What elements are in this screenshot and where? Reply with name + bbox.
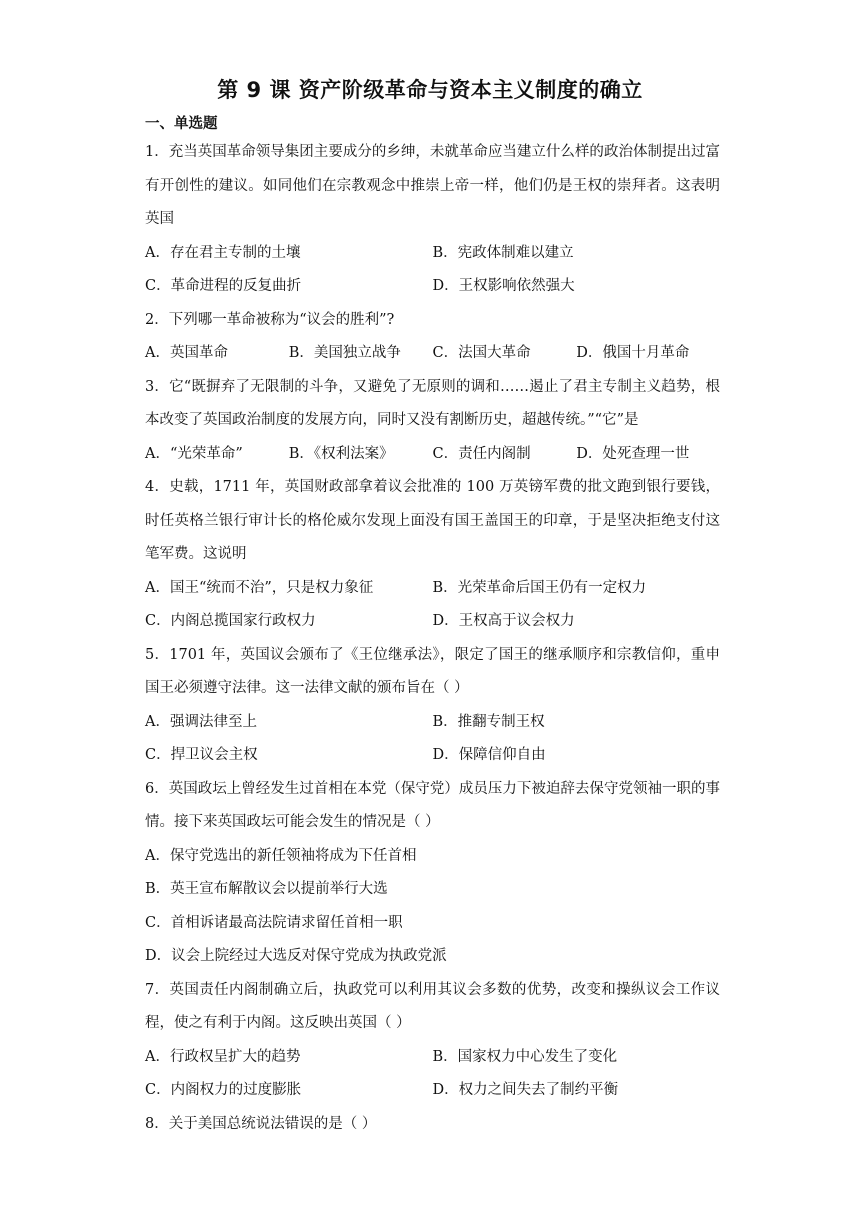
option-a: A．国王“统而不治”，只是权力象征 (145, 579, 374, 596)
question-8 (145, 1108, 720, 1142)
option-d: D．权力之间失去了制约平衡 (432, 1082, 619, 1098)
option-d: D．议会上院经过大选反对保守党成为执政党派 (145, 948, 447, 964)
question-stem: 1．充当英国革命领导集团主要成分的乡绅，未就革命应当建立什么样的政治体制提出过富有开创性的建议。如同他们在宗教观念中推崇上帝一样，他们仍是王权的崇拜者。这表明英国 (145, 144, 720, 227)
question-6 (145, 773, 720, 974)
question-stem: 2．下列哪一革命被称为“议会的胜利”? (145, 311, 395, 328)
option-list (145, 706, 720, 773)
option-b: B．光荣革命后国王仍有一定权力 (432, 579, 647, 596)
question-stem: 8．关于美国总统说法错误的是（ ） (145, 1115, 377, 1132)
option-list (145, 1041, 720, 1108)
question-list (145, 136, 720, 1141)
section-heading: 一、单选题 (145, 116, 218, 132)
option-a: A．英国革命 (145, 345, 228, 361)
option-list (145, 840, 720, 974)
option-list (145, 572, 720, 639)
option-d: D．俄国十月革命 (576, 345, 690, 361)
option-a: A．保守党选出的新任领袖将成为下任首相 (145, 847, 417, 864)
option-d: D．王权影响依然强大 (432, 278, 575, 294)
question-stem: 7．英国责任内阁制确立后，执政党可以利用其议会多数的优势，改变和操纵议会工作议程，使之有利于内阁。这反映出英国（ ） (145, 981, 720, 1031)
question-2 (145, 304, 720, 371)
option-b: B．国家权力中心发生了变化 (432, 1048, 618, 1065)
option-c: C．捍卫议会主权 (145, 747, 258, 763)
option-list (145, 237, 720, 304)
option-a: A．“光荣革命” (145, 445, 243, 462)
option-a: A．存在君主专制的土壤 (145, 244, 301, 261)
option-d: D．保障信仰自由 (432, 747, 546, 763)
option-b: B．推翻专制王权 (432, 713, 545, 730)
question-5 (145, 639, 720, 773)
option-a: A．强调法律至上 (145, 713, 257, 730)
option-b: B．英王宣布解散议会以提前举行大选 (145, 881, 388, 897)
question-4 (145, 471, 720, 639)
option-c: C．首相诉诸最高法院请求留任首相一职 (145, 914, 403, 931)
option-b: B．《权利法案》 (288, 445, 394, 462)
question-stem: 6．英国政坛上曾经发生过首相在本党（保守党）成员压力下被迫辞去保守党领袖一职的事情。接下来英国政坛可能会发生的情况是（ ） (145, 780, 720, 830)
lesson-title: 第 9 课 资产阶级革命与资本主义制度的确立 (217, 78, 643, 102)
option-list (145, 438, 720, 472)
question-3 (145, 371, 720, 472)
option-c: C．革命进程的反复曲折 (145, 278, 302, 294)
option-c: C．法国大革命 (432, 345, 531, 361)
option-list (145, 337, 720, 371)
option-d: D．王权高于议会权力 (432, 613, 575, 629)
option-c: C．内阁总揽国家行政权力 (145, 613, 316, 629)
option-d: D．处死查理一世 (576, 445, 690, 462)
question-stem: 4．史载，1711 年，英国财政部拿着议会批准的 100 万英镑军费的批文跑到银行要钱，时任英格兰银行审计长的格伦威尔发现上面没有国王盖国王的印章，于是坚决拒绝支付这笔军费。这说明 (145, 479, 720, 562)
option-a: A．行政权呈扩大的趋势 (145, 1048, 301, 1065)
question-7 (145, 974, 720, 1108)
question-stem: 3．它“既摒弃了无限制的斗争，又避免了无原则的调和……遏止了君主专制主义趋势，根本改变了英国政治制度的发展方向，同时又没有割断历史，超越传统。”“它”是 (145, 378, 720, 428)
question-stem: 5．1701 年，英国议会颁布了《王位继承法》，限定了国王的继承顺序和宗教信仰，重申国王必须遵守法律。这一法律文献的颁布旨在（ ） (145, 646, 720, 696)
option-c: C．内阁权力的过度膨胀 (145, 1082, 302, 1098)
option-c: C．责任内阁制 (432, 445, 531, 462)
question-1 (145, 136, 720, 304)
option-b: B．美国独立战争 (288, 345, 401, 361)
option-b: B．宪政体制难以建立 (432, 244, 574, 261)
